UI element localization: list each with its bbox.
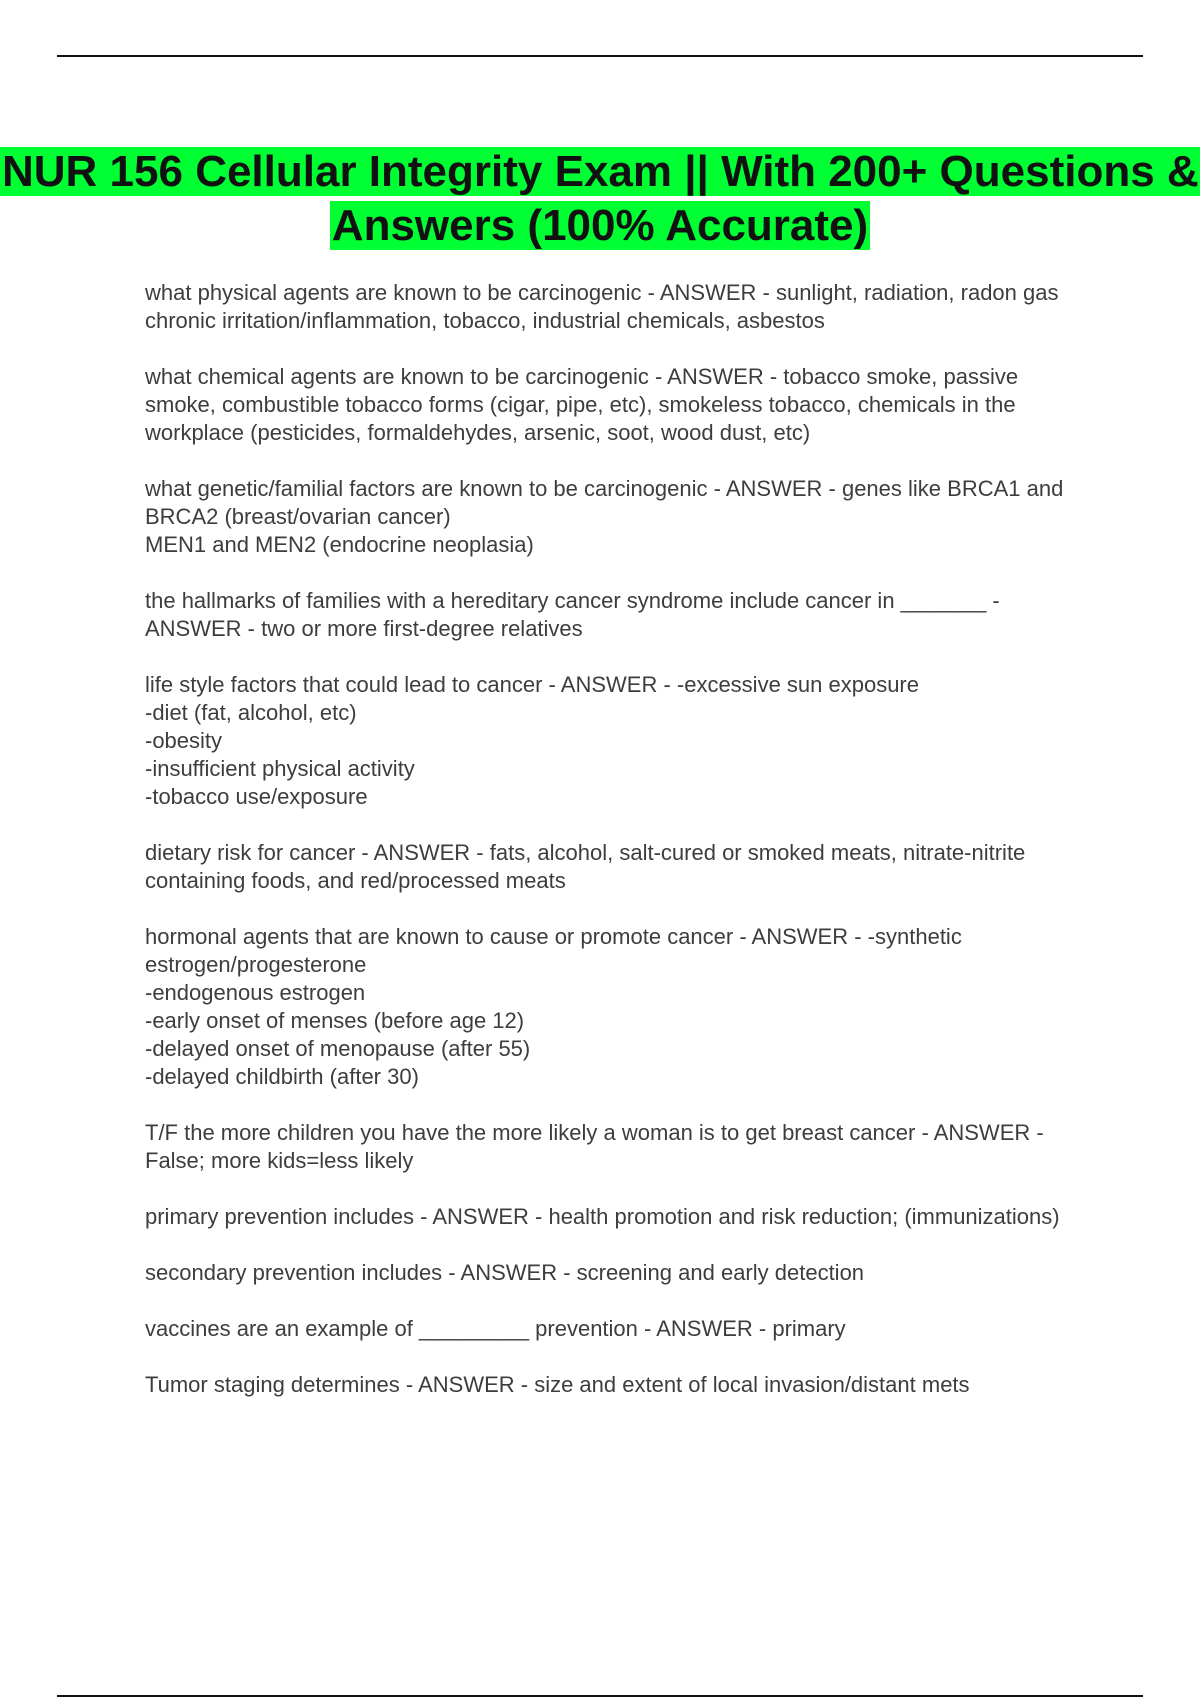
qa-item: the hallmarks of families with a hereditary cancer syndrome include cancer in _______ - ANSWER - two or more first-degree relatives [145, 588, 1000, 641]
qa-item: what genetic/familial factors are known to be carcinogenic - ANSWER - genes like BRCA1 and BRCA2 (breast/ovarian cancer) MEN1 and MEN2 (endocrine neoplasia) [145, 476, 1064, 557]
qa-item: dietary risk for cancer - ANSWER - fats, alcohol, salt-cured or smoked meats, nitrate-nitrite containing foods, and red/processed meats [145, 840, 1026, 893]
bottom-divider [57, 1695, 1143, 1697]
qa-list [145, 279, 1095, 1427]
qa-item: vaccines are an example of _________ prevention - ANSWER - primary [145, 1316, 846, 1341]
qa-item: primary prevention includes - ANSWER - health promotion and risk reduction; (immunizations) [145, 1204, 1060, 1229]
qa-item: life style factors that could lead to cancer - ANSWER - -excessive sun exposure -diet (fat, alcohol, etc) -obesity -insufficient physical activity -tobacco use/exposure [145, 672, 919, 809]
document-title: NUR 156 Cellular Integrity Exam || With 200+ Questions & Answers (100% Accurate) [2, 147, 1199, 250]
qa-item: what physical agents are known to be carcinogenic - ANSWER - sunlight, radiation, radon gas chronic irritation/inflammation, tobacco, industrial chemicals, asbestos [145, 280, 1059, 333]
qa-item: hormonal agents that are known to cause or promote cancer - ANSWER - -synthetic estrogen/progesterone -endogenous estrogen -early onset of menses (before age 12) -delayed onset of menopause (after 55) -delayed childbirth (after 30) [145, 924, 962, 1089]
qa-item: what chemical agents are known to be carcinogenic - ANSWER - tobacco smoke, passive smoke, combustible tobacco forms (cigar, pipe, etc), smokeless tobacco, chemicals in the workplace (pesticides, formaldehydes, arsenic, soot, wood dust, etc) [145, 364, 1019, 445]
top-divider [57, 55, 1143, 57]
qa-item: secondary prevention includes - ANSWER - screening and early detection [145, 1260, 865, 1285]
qa-item: Tumor staging determines - ANSWER - size and extent of local invasion/distant mets [145, 1372, 970, 1397]
qa-item: T/F the more children you have the more likely a woman is to get breast cancer - ANSWER - False; more kids=less likely [145, 1120, 1044, 1173]
title-block [0, 145, 1200, 253]
